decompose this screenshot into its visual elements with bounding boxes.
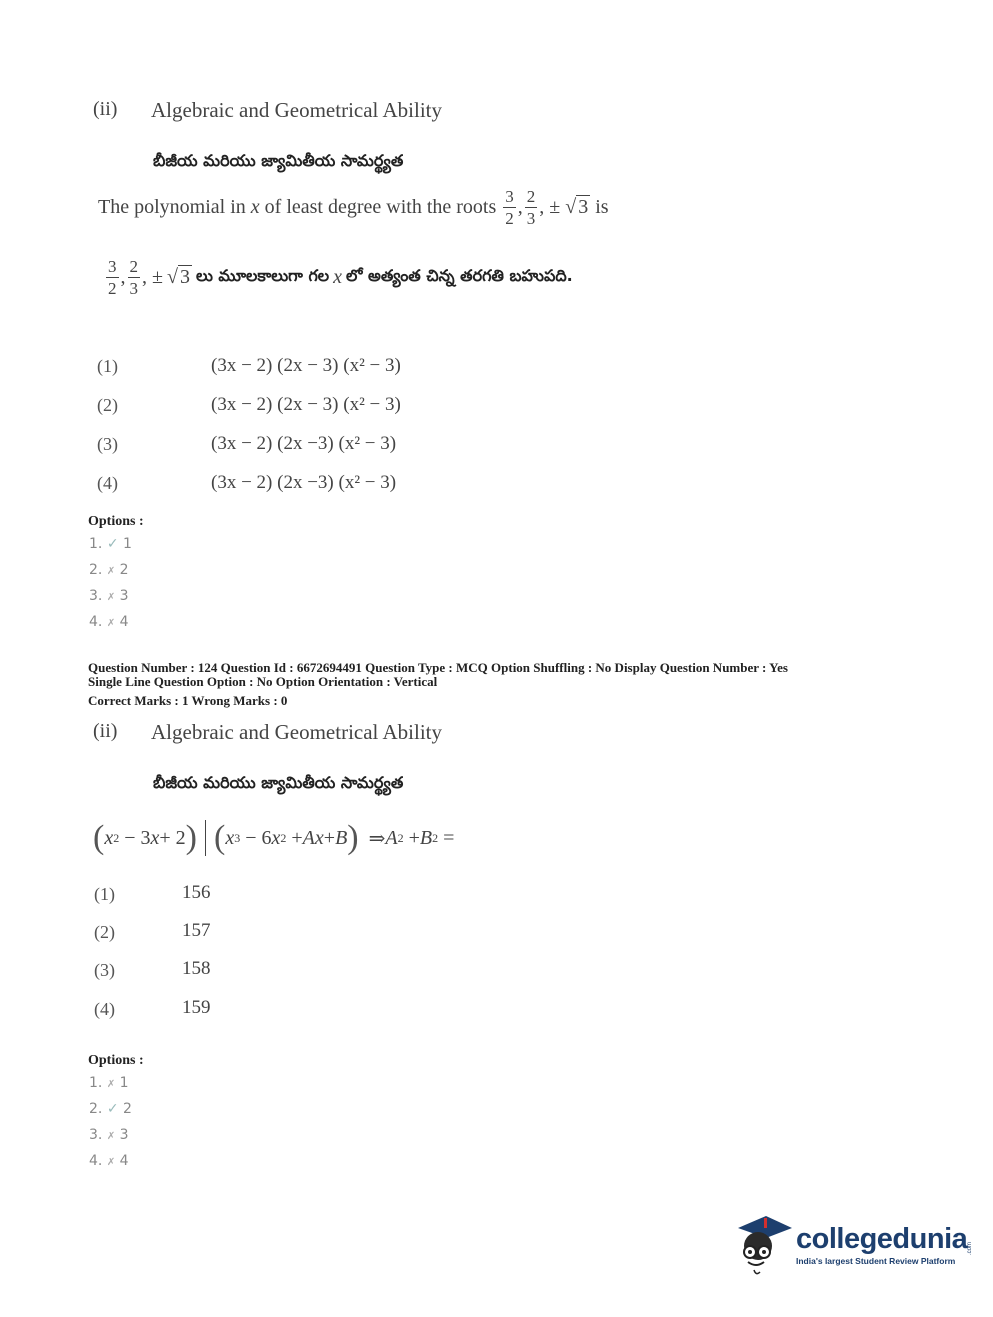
answer-text: 159 <box>182 997 211 1018</box>
plus-minus: ± <box>152 266 163 288</box>
answer-text: 158 <box>182 958 211 979</box>
option-row: 2. ✗ 2 <box>89 562 129 578</box>
option-row: 1. ✗ 1 <box>89 1075 129 1091</box>
question-variable: x <box>333 266 343 288</box>
telugu-text-part: లు మూలకాలుగా గల <box>195 266 330 285</box>
answer-number: (3) <box>97 434 118 454</box>
answer-number: (4) <box>97 473 118 493</box>
divides-bar <box>205 820 206 856</box>
section-number: (ii) <box>93 720 118 742</box>
answer-text: 156 <box>182 882 211 903</box>
collegedunia-logo[interactable] <box>734 1210 973 1278</box>
options-label: Options : <box>88 514 144 529</box>
check-icon: ✓ <box>106 1101 119 1117</box>
answer-text: (3x − 2) (2x − 3) (x² − 3) <box>211 355 401 376</box>
answer-number: (3) <box>94 960 115 980</box>
question-meta-line: Correct Marks : 1 Wrong Marks : 0 <box>88 693 288 708</box>
answer-text: 157 <box>182 920 211 941</box>
answer-number: (1) <box>97 356 118 376</box>
cross-icon: ✗ <box>106 566 116 577</box>
option-row: 4. ✗ 4 <box>89 614 129 630</box>
question-equation: ( x 2 − 3 x + 2 ) ( x 3 − 6 x 2 + A x + B ) ⇒ A 2 + B 2 = <box>93 819 455 856</box>
question-meta-line: Question Number : 124 Question Id : 6672694491 Question Type : MCQ Option Shuffling : No Display Question Number : Yes <box>88 660 788 675</box>
option-row: 2. ✓ 2 <box>89 1101 132 1117</box>
plus-minus: ± <box>549 196 561 218</box>
question-text-post: is <box>595 196 609 218</box>
section-title: Algebraic and Geometrical Ability <box>151 98 442 122</box>
root-fraction: $\frac{2}{3}$ <box>129 257 138 298</box>
question-text-mid: of least degree with the roots <box>264 196 497 218</box>
question-text: The polynomial in x of least degree with the roots $\frac{3}{2}$ , $\frac{2}{3}$ , ± √ 3 is <box>98 187 609 228</box>
cross-icon: ✗ <box>106 1079 116 1090</box>
logo-wordmark: collegedunia <box>796 1222 968 1255</box>
cross-icon: ✗ <box>106 592 116 603</box>
section-title-telugu: బీజీయ మరియు జ్యామితీయ సామర్థ్యత <box>153 151 404 170</box>
answer-number: (2) <box>97 395 118 415</box>
answer-text: (3x − 2) (2x −3) (x² − 3) <box>211 433 397 454</box>
cross-icon: ✗ <box>106 618 116 629</box>
telugu-text-part: లో అత్యంత చిన్న తరగతి బహుపది. <box>346 266 573 285</box>
answer-number: (2) <box>94 922 115 942</box>
mascot-icon <box>734 1210 794 1278</box>
check-icon: ✓ <box>106 536 119 552</box>
question-text-pre: The polynomial in <box>98 196 246 218</box>
logo-domain: .com <box>967 1242 974 1256</box>
answer-number: (1) <box>94 884 115 904</box>
cross-icon: ✗ <box>106 1131 116 1142</box>
option-row: 1. ✓ 1 <box>89 536 132 552</box>
cross-icon: ✗ <box>106 1157 116 1168</box>
sqrt-expression: √ 3 <box>565 196 589 218</box>
question-text-telugu: $\frac{3}{2}$ , $\frac{2}{3}$ , ± √ 3 లు మూలకాలుగా గల x లో అత్యంత చిన్న తరగతి బహుపది. <box>108 257 573 298</box>
option-row: 3. ✗ 3 <box>89 588 129 604</box>
sqrt-expression: √ 3 <box>166 266 190 288</box>
question-variable: x <box>250 196 260 218</box>
root-fraction: $\frac{3}{2}$ <box>108 257 117 298</box>
answer-text: (3x − 2) (2x − 3) (x² − 3) <box>211 394 401 415</box>
question-meta-line: Single Line Question Option : No Option Orientation : Vertical <box>88 674 438 689</box>
options-label: Options : <box>88 1053 144 1068</box>
section-title: Algebraic and Geometrical Ability <box>151 720 442 744</box>
section-number: (ii) <box>93 98 118 120</box>
root-fraction: $\frac{3}{2}$ <box>505 187 514 228</box>
option-row: 3. ✗ 3 <box>89 1127 129 1143</box>
logo-tagline: India's largest Student Review Platform <box>796 1255 956 1266</box>
option-row: 4. ✗ 4 <box>89 1153 129 1169</box>
section-title-telugu: బీజీయ మరియు జ్యామితీయ సామర్థ్యత <box>153 773 404 792</box>
answer-text: (3x − 2) (2x −3) (x² − 3) <box>211 472 397 493</box>
answer-number: (4) <box>94 999 115 1019</box>
root-fraction: $\frac{2}{3}$ <box>526 187 536 228</box>
